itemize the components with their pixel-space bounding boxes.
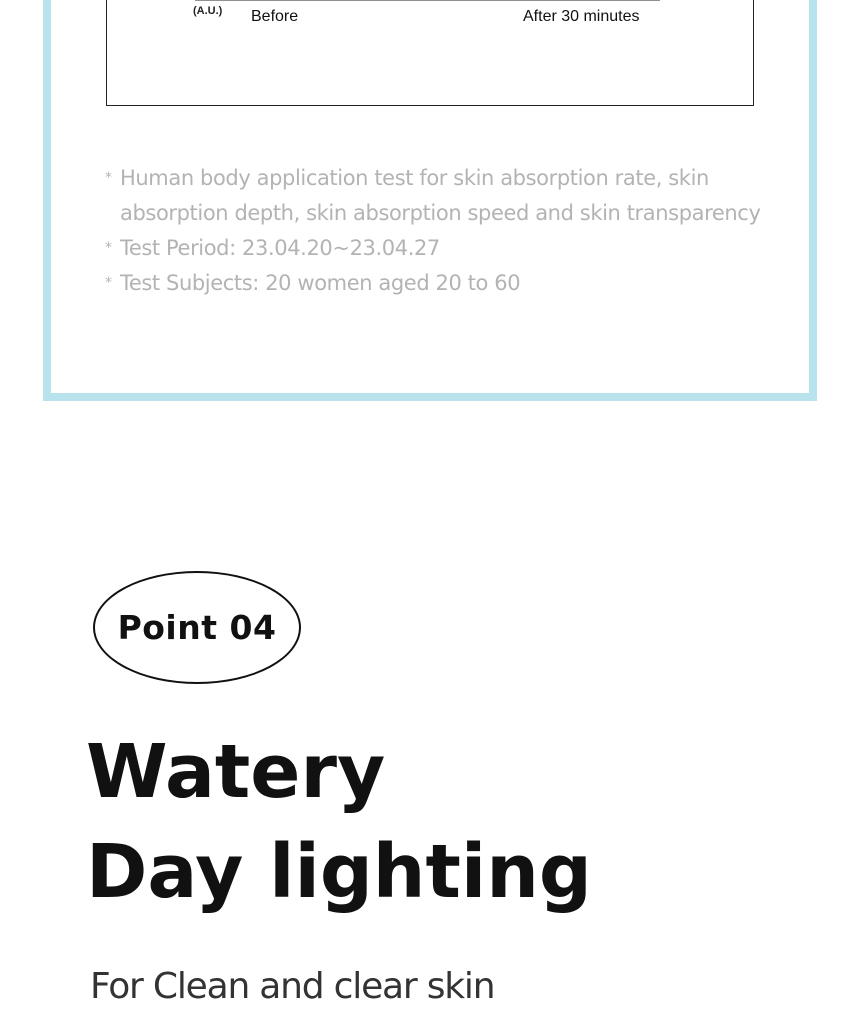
headline-line-2: Day lighting: [86, 829, 592, 915]
test-notes: [105, 161, 785, 301]
note-asterisk: *: [105, 170, 112, 186]
chart-box: [106, 0, 754, 106]
chart-svg: [107, 0, 755, 106]
note-line: Human body application test for skin absorption rate, skin: [120, 166, 709, 190]
note-test-period: [105, 231, 785, 266]
headline: [86, 722, 592, 922]
note-asterisk: *: [105, 275, 112, 291]
x-label-after: After 30 minutes: [523, 8, 640, 25]
x-label-before: Before: [251, 8, 299, 25]
note-asterisk: *: [105, 240, 112, 256]
axis-unit-label: (A.U.): [193, 5, 223, 17]
note-line: Test Subjects: 20 women aged 20 to 60: [120, 271, 521, 295]
note-line: Test Period: 23.04.20~23.04.27: [120, 236, 440, 260]
note-line: absorption depth, skin absorption speed and skin transparency: [120, 201, 761, 225]
note-test-description: [105, 161, 785, 231]
point-badge-label: Point 04: [117, 608, 277, 647]
point-badge: [93, 571, 301, 684]
note-test-subjects: [105, 266, 785, 301]
headline-line-1: Watery: [86, 729, 386, 815]
subheading: For Clean and clear skin: [90, 966, 495, 1007]
